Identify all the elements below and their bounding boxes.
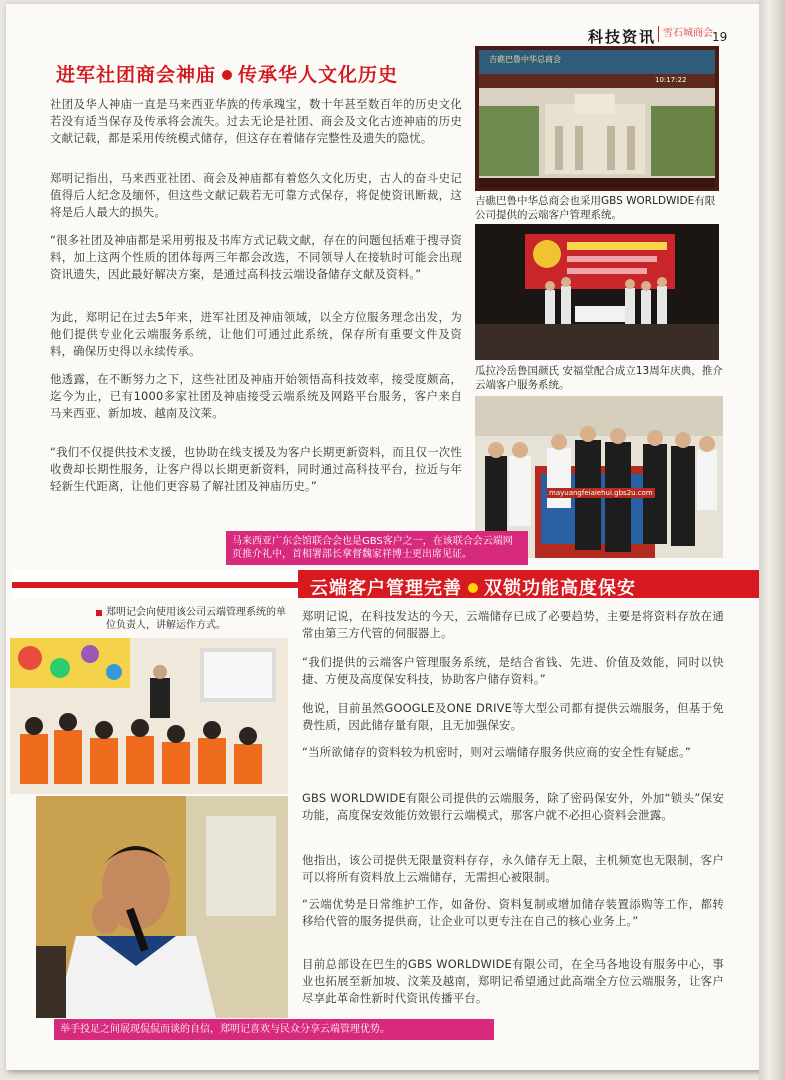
photo-caption: 郑明记会向使用该公司云端管理系统的单位负责人，讲解运作方式。 (106, 607, 286, 631)
article2-paragraph: “当所欲储存的资料较为机密时，则对云端储存服务供应商的安全性有疑虑。” (302, 745, 691, 759)
training-session-photo (10, 638, 288, 794)
article2-paragraph: 郑明记说，在科技发达的今天，云端储存已成了必要趋势，主要是将资料存放在通常由第三方代管的伺服器上。 (302, 609, 724, 640)
website-logo-text: 吉礁巴鲁中华总商会 (489, 55, 561, 64)
article2-paragraph: “我们提供的云端客户管理服务系统，是结合省钱、先进、价值及效能，同时以快捷、方便及高度保安科技，协助客户储存资料。” (302, 655, 724, 686)
banner-stripe (12, 582, 298, 588)
article2-paragraph: GBS WORLDWIDE有限公司提供的云端服务，除了密码保安外，外加“锁头”保安功能，高度保安效能仿效银行云端模式，那客户就不必担心资料会泄露。 (302, 791, 724, 822)
photo-caption: 吉礁巴鲁中华总商会也采用GBS WORLDWIDE有限公司提供的云端客户管理系统。 (475, 195, 716, 221)
article1-paragraph: 郑明记指出，马来西亚社团、商会及神庙都有着悠久文化历史，古人的奋斗史记值得后人纪念及缅怀，但这些文献记载若无可靠方式保存，将促使资讯断裁，这将是后人最大的损失。 (50, 171, 462, 219)
page-number: 19 (712, 30, 728, 44)
article2-title (310, 574, 636, 600)
publication-label: 雪石城商会 (658, 26, 735, 42)
bullet-dot-icon (222, 70, 232, 80)
page-gutter (759, 0, 785, 1080)
caption-marker-icon (96, 610, 102, 616)
article1-title (56, 60, 398, 87)
website-time: 10:17:22 (655, 76, 687, 84)
screen-url: mayuangfeiaiehui.gbs2u.com (549, 489, 653, 497)
article1-paragraph: 社团及华人神庙一直是马来西亚华族的传承瑰宝，数十年甚至数百年的历史文化若没有适当保存及传承将会流失。过去无论是社团、商会及文化古迹神庙的历史文献记载，都是采用传统模式储存，但这存在着储存完整性及遗失的隐忧。 (50, 97, 462, 145)
magazine-page (6, 4, 766, 1070)
section-title: 科技资讯 (588, 28, 657, 46)
section2-banner (12, 570, 766, 598)
article2-paragraph: 目前总部设在巴生的GBS WORLDWIDE有限公司，在全马各地设有服务中心，事业也拓展至新加坡、汶莱及越南，郑明记希望通过此高端全方位云端服务，让客户尽享此革命性新时代资讯传播平台。 (302, 957, 724, 1005)
article1-title-part1: 进军社团商会神庙 (56, 64, 217, 86)
bullet-dot-icon (468, 583, 478, 593)
pink-caption: 举手投足之间展现侃侃而谈的自信，郑明记喜欢与民众分享云端管理优势。 (54, 1019, 494, 1040)
speaker-photo (36, 796, 288, 1018)
article2-paragraph: 他说，目前虽然GOOGLE及ONE DRIVE等大型公司都有提供云端服务，但基于免费性质，因此储存量有限，且无加强保安。 (302, 701, 724, 732)
website-screenshot-photo (475, 46, 719, 191)
pink-caption: 马来西亚广东会馆联合会也是GBS客户之一，在该联合会云端网页推介礼中，首相署部长拿督魏家祥博士更出席见证。 (226, 531, 528, 565)
article2-title-part1: 云端客户管理完善 (310, 578, 462, 599)
ceremony-photo (475, 224, 719, 360)
article1-paragraph: 为此，郑明记在过去5年来，进军社团及神庙领域，以全方位服务理念出发，为他们提供专业化云端服务系统，让他们可通过此系统，保存所有重要文件及资料，确保历史得以永续传承。 (50, 310, 462, 358)
banner-red-block (298, 570, 766, 598)
article1-title-part2: 传承华人文化历史 (238, 64, 399, 86)
article1-paragraph: “我们不仅提供技术支援，也协助在线支援及为客户长期更新资料，而且仅一次性收费却长期性服务，让客户得以长期更新资料，同时通过高科技平台，拉近与年轻新生代距离，让他们更容易了解社团及神庙历史。” (50, 445, 462, 493)
article1-paragraph: “很多社团及神庙都是采用剪报及书库方式记载文献，存在的问题包括难于搜寻资料，加上这两个性质的团体每两三年都会改选，不同领导人在接轨时可能会出现资讯遗失，因此最好解决方案，是通过高科技云端设备储存文献及资料。” (50, 233, 462, 281)
article2-title-part2: 双锁功能高度保安 (484, 578, 636, 599)
article1-paragraph: 他透露，在不断努力之下，这些社团及神庙开始领悟高科技效率，接受度颇高，迄今为止，已有1000多家社团及神庙接受云端系统及网路平台服务，客户来自马来西亚、新加坡、越南及汶莱。 (50, 372, 462, 420)
photo-caption: 瓜拉冷岳鲁国颜氏 安福堂配合成立13周年庆典，推介云端客户服务系统。 (475, 365, 723, 391)
article2-paragraph: 他指出，该公司提供无限量资料存存，永久储存无上限，主机频宽也无限制，客户可以将所有资料放上云端储存，无需担心被限制。 (302, 853, 724, 884)
article2-paragraph: “云端优势是日常维护工作，如备份、资料复制或增加储存装置添购等工作，都转移给代管的服务提供商，让企业可以更专注在自己的核心业务上。” (302, 897, 724, 928)
